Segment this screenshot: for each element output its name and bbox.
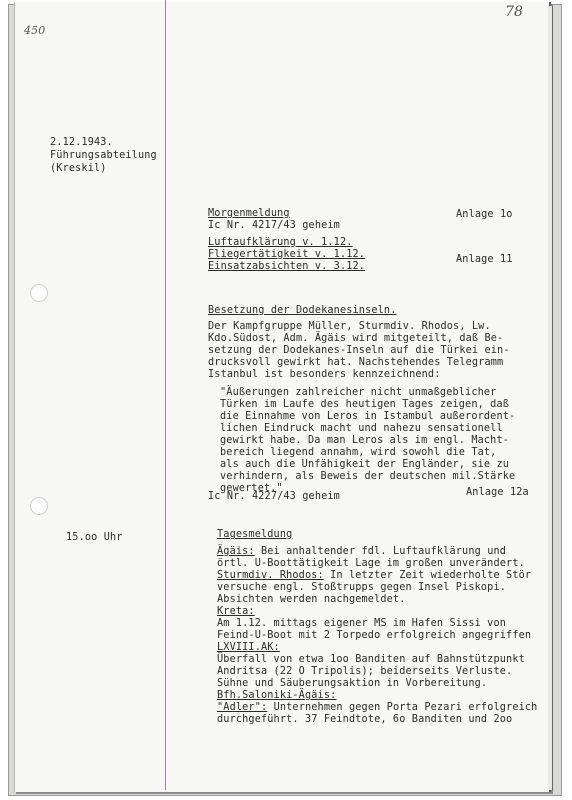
entry-time: 15.oo Uhr — [66, 532, 123, 543]
quote-line: verhindern, als Beweis der deutschen mil.Stärke — [220, 471, 516, 482]
source-label: (Kreskil) — [50, 163, 107, 174]
line-text: Feind-U-Boot mit 2 Torpedo erfolgreich angegriffen — [217, 630, 532, 641]
report-line — [217, 582, 506, 595]
annex-11: Anlage 11 — [456, 254, 513, 265]
paragraph-line: setzung der Dodekanes-Inseln auf die Türkei ein- — [208, 345, 510, 356]
folio-number: 450 — [24, 24, 46, 37]
punch-hole — [30, 284, 48, 302]
report-line — [217, 690, 336, 703]
report-line — [217, 570, 531, 583]
paragraph-line: drucksvoll gewirkt hat. Nachstehendes Telegramm — [208, 357, 504, 368]
line-label: Ägäis: — [217, 546, 255, 557]
report-line — [217, 654, 525, 667]
line-text: Am 1.12. mittags eigener MS im Hafen Sissi von — [217, 618, 507, 629]
report-line — [217, 666, 512, 679]
report-line — [217, 558, 525, 571]
line-text: Überfall von etwa 1oo Banditen auf Bahnstützpunkt — [217, 654, 525, 665]
quote-line: bereich liegend annahm, wird sowohl die Tat, — [220, 447, 497, 458]
section-heading: Besetzung der Dodekanesinseln. — [208, 305, 397, 316]
entry-date: 2.12.1943. — [50, 137, 113, 148]
section-heading: Tagesmeldung — [217, 529, 293, 540]
report-line — [217, 546, 506, 559]
quote-line: als auch die Unfähigkeit der Engländer, sie zu — [220, 459, 510, 470]
punch-hole — [30, 497, 48, 515]
paragraph-line: Der Kampfgruppe Müller, Sturmdiv. Rhodos, Lw. — [208, 321, 491, 332]
annex-10: Anlage 1o — [456, 209, 513, 220]
line-text: Sühne und Säuberungsaktion in Vorbereitung. — [217, 678, 488, 689]
recon-line: Fliegertätigkeit v. 1.12. — [208, 249, 366, 260]
paragraph-line: Kdo.Südost, Adm. Ägäis wird mitgeteilt, daß Be- — [208, 333, 504, 344]
report-reference: Ic Nr. 4217/43 geheim — [208, 220, 340, 231]
line-text: Absichten werden nachgemeldet. — [217, 594, 406, 605]
recon-line: Einsatzabsichten v. 3.12. — [208, 261, 366, 272]
line-text: Bei anhaltender fdl. Luftaufklärung und — [254, 546, 507, 557]
line-label: "Adler": — [217, 702, 268, 713]
line-text: örtl. U-Boottätigkeit Lage im großen unverändert. — [217, 558, 525, 569]
report-title: Morgenmeldung — [208, 208, 290, 219]
report-line — [217, 630, 531, 643]
line-label: Kreta: — [217, 606, 255, 617]
report-line — [217, 714, 512, 727]
report-line — [217, 618, 506, 631]
unit-label: Führungsabteilung — [50, 150, 157, 161]
report-line — [217, 642, 280, 655]
report-line — [217, 678, 487, 691]
line-label: LXVIII.AK: — [217, 642, 280, 653]
quote-line: Türken im Laufe des heutigen Tages zeigen, daß — [220, 399, 510, 410]
page-number: 78 — [505, 4, 524, 20]
quote-line: gewirkt habe. Da man Leros als im engl. Macht- — [220, 435, 510, 446]
line-text: durchgeführt. 37 Feindtote, 6o Banditen und 2oo — [217, 714, 513, 725]
paragraph-line: Istanbul ist besonders kennzeichnend: — [208, 369, 441, 380]
page-edge — [548, 6, 553, 790]
quote-line: "Äußerungen zahlreicher nicht unmaßgeblicher — [220, 387, 497, 398]
line-text: versuche engl. Stoßtrupps gegen Insel Piskopi. — [217, 582, 507, 593]
report-line — [217, 702, 537, 715]
line-text: In letzter Zeit wiederholte Stör — [323, 570, 532, 581]
quote-line: die Einnahme von Leros in Istambul außerordent- — [220, 411, 516, 422]
report-line — [217, 606, 255, 619]
quote-line: gewertet." — [220, 483, 283, 494]
quote-line: lichen Eindruck macht und nahezu sensationell — [220, 423, 503, 434]
line-text: Andritsa (22 O Tripolis); beiderseits Verluste. — [217, 666, 513, 677]
line-text: Unternehmen gegen Porta Pezari erfolgreich — [267, 702, 538, 713]
report-line — [217, 594, 406, 607]
recon-line: Luftaufklärung v. 1.12. — [208, 237, 353, 248]
line-label: Bfh.Saloniki-Ägäis: — [217, 690, 337, 701]
margin-line — [165, 0, 166, 790]
annex-12: Anlage 12a — [466, 487, 529, 498]
line-label: Sturmdiv. Rhodos: — [217, 570, 324, 581]
reference-number: Ic Nr. 4227/43 geheim — [208, 491, 340, 502]
